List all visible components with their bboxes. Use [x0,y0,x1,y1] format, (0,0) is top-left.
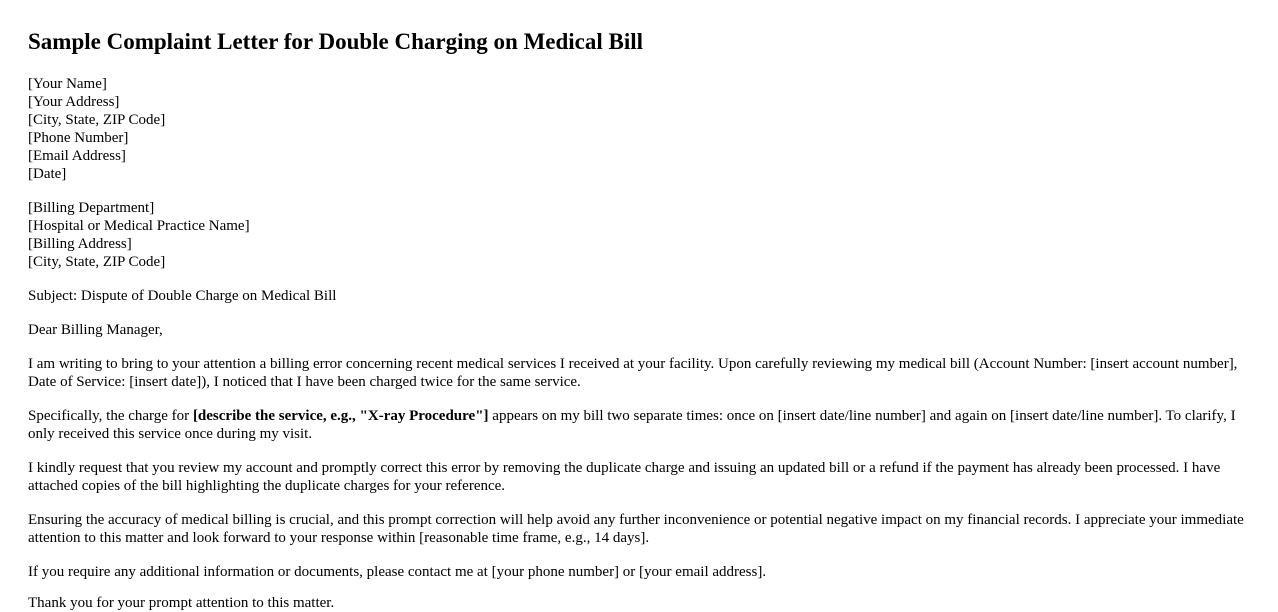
body-paragraph-2 [28,407,1244,443]
recipient-address: [Billing Address] [28,236,132,252]
recipient-practice-name: [Hospital or Medical Practice Name] [28,218,250,234]
paragraph-2-rest: appears on my bill two separate times: once on [insert date/line number] and again on [insert date/line number]. To clarify, I only received this service once during my visit. [28,408,1236,442]
body-paragraph-3: I kindly request that you review my account and promptly correct this error by removing the duplicate charge and issuing an updated bill or a refund if the payment has already been processed. I have attached copies of the bill highlighting the duplicate charges for your reference. [28,460,1221,494]
body-paragraph-4: Ensuring the accuracy of medical billing is crucial, and this prompt correction will help avoid any further inconvenience or potential negative impact on my financial records. I appreciate your immediate attention to this matter and look forward to your response within [reasonable time frame, e.g., 14 days]. [28,512,1244,546]
body-paragraph-6: Thank you for your prompt attention to this matter. [28,595,335,611]
sender-name: [Your Name] [28,76,107,92]
sender-phone: [Phone Number] [28,130,129,146]
sender-address-block [28,75,1244,183]
recipient-address-block [28,199,1244,271]
recipient-department: [Billing Department] [28,200,155,216]
service-description-placeholder: [describe the service, e.g., "X-ray Procedure"] [192,408,489,424]
paragraph-2-lead: Specifically, the charge for [28,408,193,424]
body-paragraph-1: I am writing to bring to your attention a billing error concerning recent medical services I received at your facility. Upon carefully reviewing my medical bill (Account Number: [insert account number], Date of Service: [insert date]), I noticed that I have been charged twice for the same service. [28,356,1238,390]
salutation: Dear Billing Manager, [28,322,163,338]
body-paragraph-5: If you require any additional information or documents, please contact me at [your phone number] or [your email address]. [28,564,767,580]
sender-address: [Your Address] [28,94,120,110]
subject-line: Subject: Dispute of Double Charge on Medical Bill [28,288,337,304]
sender-date: [Date] [28,166,67,182]
sender-email: [Email Address] [28,148,126,164]
sender-city-state-zip: [City, State, ZIP Code] [28,112,166,128]
recipient-city-state-zip: [City, State, ZIP Code] [28,254,166,270]
page-title: Sample Complaint Letter for Double Charging on Medical Bill [28,29,644,54]
